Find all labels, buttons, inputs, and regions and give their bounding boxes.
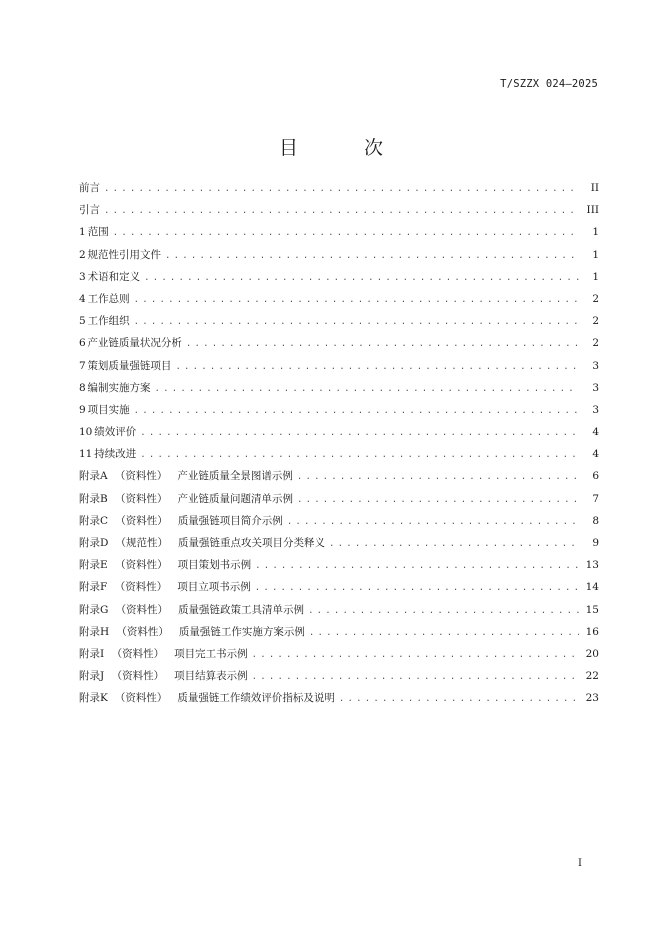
toc-entry[interactable] <box>79 446 599 468</box>
toc-entry-label: 产业链质量状况分析 <box>87 337 182 350</box>
toc-entry-leader-dots <box>186 339 579 349</box>
toc-entry[interactable] <box>79 624 599 646</box>
toc-entry-leader-dots <box>297 472 579 482</box>
page-number: I <box>578 858 582 869</box>
toc-entry-page: 15 <box>585 603 599 616</box>
toc-entry-leader-dots <box>134 317 579 327</box>
toc-entry-page: 3 <box>592 359 599 372</box>
toc-entry-label: 编制实施方案 <box>87 381 151 394</box>
toc-entry-number: 10 <box>79 426 93 439</box>
toc-entry-annex-type: （规范性） <box>115 537 169 549</box>
toc-entry-leader-dots <box>140 428 579 438</box>
toc-entry-annex-type: （资料性） <box>114 470 168 483</box>
toc-entry-leader-dots <box>134 295 579 305</box>
toc-entry-leader-dots <box>252 672 579 682</box>
toc-entry-number: 附录D <box>79 537 109 549</box>
toc-entry-page: 1 <box>592 270 599 283</box>
toc-entry-page: III <box>586 204 599 217</box>
toc-entry-label: 项目实施 <box>87 403 130 416</box>
toc-entry-leader-dots <box>308 606 579 616</box>
toc-entry-label: 持续改进 <box>94 448 137 461</box>
toc-entry-leader-dots <box>140 450 579 460</box>
toc-entry-label: 工作组织 <box>87 315 130 328</box>
toc-entry-page: 2 <box>592 315 599 328</box>
toc-entry-label: 术语和定义 <box>87 270 141 283</box>
toc-entry-leader-dots <box>134 406 579 416</box>
toc-entry[interactable] <box>79 358 599 380</box>
toc-entry-number: 附录K <box>79 692 108 705</box>
toc-entry[interactable] <box>79 291 599 313</box>
toc-entry[interactable] <box>79 335 599 357</box>
toc-entry-label: 项目策划书示例 <box>177 559 252 572</box>
toc-entry-annex-type: （资料性） <box>114 692 168 705</box>
toc-entry-page: 13 <box>585 559 599 572</box>
toc-entry-label: 项目结算表示例 <box>174 670 248 683</box>
toc-entry-leader-dots <box>255 561 579 571</box>
toc-entry-page: II <box>590 182 599 194</box>
toc-entry-page: 4 <box>592 448 599 461</box>
toc-entry-leader-dots <box>297 495 579 505</box>
toc-entry[interactable] <box>79 468 599 490</box>
toc-entry-leader-dots <box>144 273 579 283</box>
toc-entry-label: 引言 <box>79 204 100 217</box>
page-title: 目 次 <box>278 137 414 159</box>
toc-entry-leader-dots <box>175 362 579 372</box>
toc-entry-number: 8 <box>79 381 86 394</box>
toc-entry-number: 附录J <box>79 670 105 683</box>
toc-entry-number: 附录H <box>79 625 110 638</box>
toc-entry-number: 附录B <box>79 492 108 505</box>
toc-entry-label: 策划质量强链项目 <box>87 359 172 372</box>
toc-entry-annex-type: （资料性） <box>116 625 169 638</box>
toc-entry[interactable] <box>79 557 599 579</box>
toc-entry-leader-dots <box>155 384 579 394</box>
toc-entry-leader-dots <box>309 628 579 638</box>
toc-entry-label: 产业链质量全景图谱示例 <box>177 470 293 483</box>
toc-entry-leader-dots <box>104 206 579 216</box>
toc-entry-leader-dots <box>287 517 579 527</box>
toc-entry-leader-dots <box>329 539 579 549</box>
toc-entry[interactable] <box>79 513 599 535</box>
toc-entry-label: 质量强链政策工具清单示例 <box>178 603 305 616</box>
toc-entry-page: 9 <box>592 537 599 549</box>
toc-entry-number: 4 <box>79 292 86 305</box>
toc-entry-leader-dots <box>339 694 579 704</box>
toc-entry-number: 3 <box>79 270 86 283</box>
toc-entry-label: 工作总则 <box>87 292 130 305</box>
toc-entry-number: 附录E <box>79 559 108 572</box>
toc-entry-page: 7 <box>592 492 599 505</box>
toc-entry-number: 5 <box>79 315 86 328</box>
toc-entry-label: 前言 <box>79 182 100 194</box>
toc-entry-page: 2 <box>592 337 599 350</box>
toc-entry-page: 20 <box>585 647 599 660</box>
toc-entry-label: 质量强链工作实施方案示例 <box>178 625 305 638</box>
toc-entry-label: 绩效评价 <box>94 426 137 439</box>
toc-entry-label: 质量强链工作绩效评价指标及说明 <box>177 692 335 705</box>
toc-entry-leader-dots <box>252 650 579 660</box>
toc-entry-number: 附录C <box>79 514 109 527</box>
toc-entry-label: 项目立项书示例 <box>177 581 251 594</box>
toc-entry[interactable] <box>79 646 599 668</box>
toc-entry-annex-type: （资料性） <box>111 647 165 660</box>
toc-entry-page: 3 <box>592 403 599 416</box>
toc-entry-page: 1 <box>592 226 599 239</box>
toc-entry-annex-type: （资料性） <box>115 603 169 616</box>
toc-entry-number: 9 <box>79 403 86 416</box>
toc-entry[interactable] <box>79 402 599 424</box>
toc-entry[interactable] <box>79 380 599 402</box>
toc-entry-page: 14 <box>585 581 599 594</box>
toc-entry-page: 1 <box>592 248 599 261</box>
toc-entry[interactable] <box>79 668 599 690</box>
toc-entry[interactable] <box>79 247 599 269</box>
toc-entry-annex-type: （资料性） <box>115 559 168 572</box>
toc-entry-page: 6 <box>592 470 599 483</box>
toc-entry-number: 6 <box>79 337 86 350</box>
toc-entry-annex-type: （资料性） <box>111 670 165 683</box>
toc-entry-number: 2 <box>79 248 86 261</box>
toc-entry[interactable] <box>79 313 599 335</box>
toc-entry[interactable] <box>79 602 599 624</box>
toc-entry-leader-dots <box>104 184 579 194</box>
toc-entry-page: 23 <box>585 692 599 705</box>
toc-entry-leader-dots <box>255 583 579 593</box>
toc-entry[interactable] <box>79 224 599 246</box>
toc-entry-leader-dots <box>113 228 579 238</box>
toc-entry-number: 1 <box>79 226 86 239</box>
toc-entry[interactable] <box>79 535 599 557</box>
toc-entry-label: 产业链质量问题清单示例 <box>177 492 293 505</box>
toc-entry-leader-dots <box>165 251 579 261</box>
toc-entry-label: 质量强链项目简介示例 <box>177 514 283 527</box>
toc-entry[interactable] <box>79 180 599 202</box>
toc-entry-page: 4 <box>592 426 599 439</box>
toc-entry[interactable] <box>79 579 599 601</box>
toc-entry-number: 附录G <box>79 603 109 616</box>
toc-entry[interactable] <box>79 491 599 513</box>
toc-entry-page: 2 <box>592 292 599 305</box>
toc-entry-annex-type: （资料性） <box>114 492 168 505</box>
toc-entry[interactable] <box>79 202 599 224</box>
toc-entry-number: 附录A <box>79 470 108 483</box>
toc-entry-page: 22 <box>585 670 599 683</box>
toc-entry-number: 7 <box>79 359 86 372</box>
toc-entry[interactable] <box>79 269 599 291</box>
toc-entry-page: 16 <box>585 625 599 638</box>
toc-entry[interactable] <box>79 690 599 712</box>
toc-entry-page: 3 <box>592 381 599 394</box>
toc-entry-page: 8 <box>592 514 599 527</box>
toc-entry-number: 11 <box>79 448 93 461</box>
toc-entry-annex-type: （资料性） <box>114 581 168 594</box>
toc-entry-annex-type: （资料性） <box>115 514 168 527</box>
standard-code: T/SZZX 024—2025 <box>500 78 598 90</box>
toc-entry-label: 质量强链重点攻关项目分类释义 <box>178 537 326 549</box>
toc-entry-label: 规范性引用文件 <box>87 248 161 261</box>
toc-entry-label: 项目完工书示例 <box>174 647 248 660</box>
toc-entry-number: 附录F <box>79 581 108 594</box>
toc-entry-label: 范围 <box>87 226 109 239</box>
toc-entry[interactable] <box>79 424 599 446</box>
toc-entry-number: 附录I <box>79 647 105 660</box>
table-of-contents <box>79 180 599 713</box>
